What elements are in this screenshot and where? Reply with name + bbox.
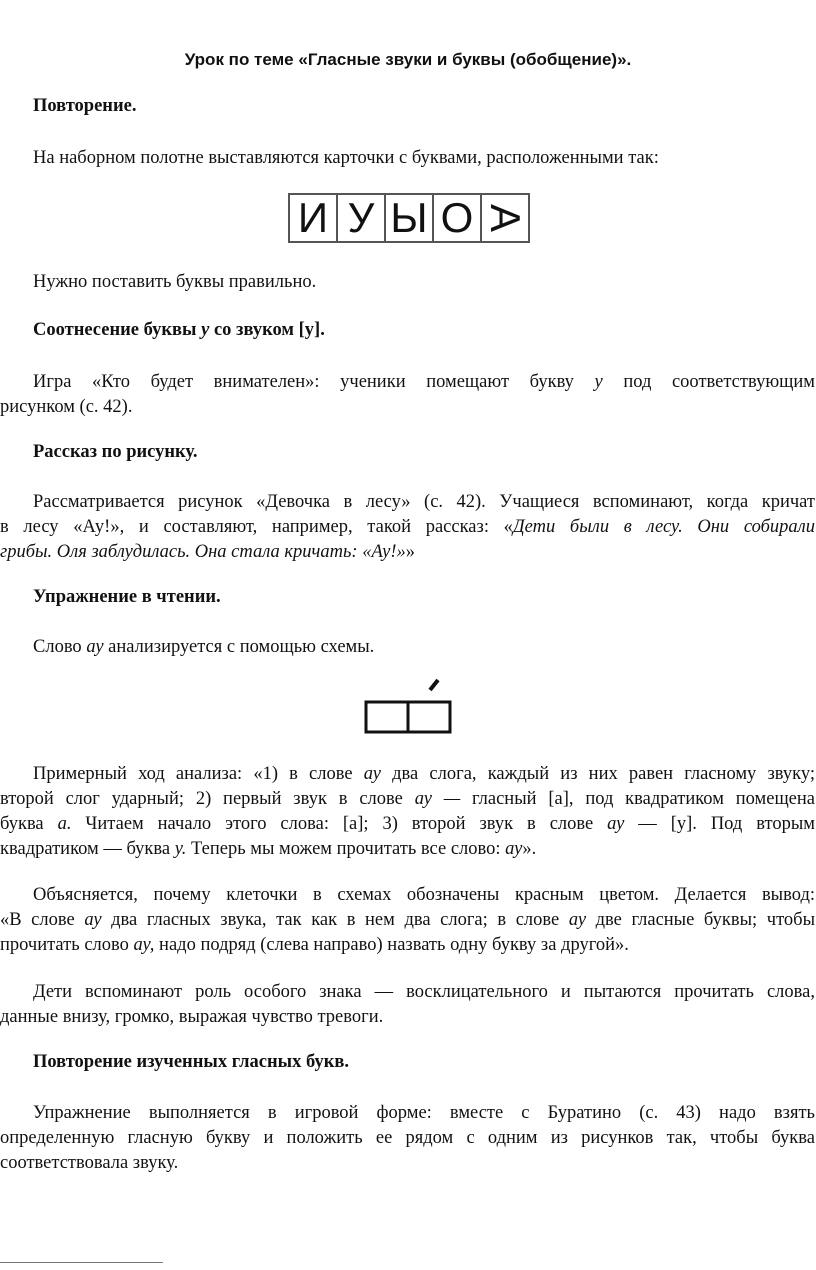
heading-letter-sound: Соотнесение буквы у со звуком [у].: [33, 320, 325, 340]
syllable-box: [408, 702, 450, 732]
heading-vowels-review: Повторение изученных гласных букв.: [33, 1052, 350, 1072]
paragraph-analysis: Примерный ход анализа: «1) в слове ау два слога, каждый из них равен гласному звуку; второй слог ударный; 2) первый звук в слове ау — гласный [а], под квадратиком помещена буква а. Читаем начало этого слова: [а]; 3) второй звук в слове ау — [у]. Под вторым квадратиком — буква у. Теперь мы можем прочитать все слово: ау».: [0, 764, 816, 859]
paragraph-cards-intro: На наборном полотне выставляются карточки с буквами, расположенными так:: [33, 148, 659, 168]
paragraph-exclamation: Дети вспоминают роль особого знака — восклицательного и пытаются прочитать слова, данные внизу, громко, выражая чувство тревоги.: [0, 982, 815, 1027]
paragraph-fix-letters: Нужно поставить буквы правильно.: [33, 272, 317, 292]
paragraph-buratino: Упражнение выполняется в игровой форме: вместе с Буратино (с. 43) надо взять определенную гласную букву и положить ее рядом с одним из рисунков так, чтобы буква соответствовала звуку.: [0, 1103, 815, 1173]
syllable-scheme: [360, 676, 460, 738]
page-title: Урок по теме «Гласные звуки и буквы (обобщение)».: [184, 50, 632, 69]
heading-reading: Упражнение в чтении.: [33, 587, 221, 607]
letter-card: А: [481, 203, 529, 233]
paragraph-scheme: Слово ау анализируется с помощью схемы.: [33, 637, 375, 657]
letter-card: И: [290, 195, 338, 241]
letter-card: Ы: [386, 195, 434, 241]
syllable-box: [366, 702, 408, 732]
letter-card: О: [434, 195, 482, 241]
heading-repetition: Повторение.: [33, 96, 137, 116]
letter-card: У: [338, 195, 386, 241]
letter-cards: [288, 193, 530, 243]
paragraph-story: Рассматривается рисунок «Девочка в лесу» (с. 42). Учащиеся вспоминают, когда кричат в лесу «Ау!», и составляют, например, такой рассказ: «Дети были в лесу. Они собирали грибы. Оля заблудилась. Она стала кричать: «Ау!»»: [0, 492, 815, 562]
paragraph-conclusion: Объясняется, почему клеточки в схемах обозначены красным цветом. Делается вывод: «В слове ау два гласных звука, так как в нем два слога; в слове ау две гласные буквы; чтобы прочитать слово ау, надо подряд (слева направо) назвать одну букву за другой».: [0, 885, 815, 955]
stress-mark: [430, 680, 438, 690]
paragraph-game: Игра «Кто будет внимателен»: ученики помещают букву у под соответствующим рисунком (с. 42).: [0, 372, 815, 417]
heading-story: Рассказ по рисунку.: [33, 442, 198, 462]
footnote-divider: [0, 1262, 163, 1263]
